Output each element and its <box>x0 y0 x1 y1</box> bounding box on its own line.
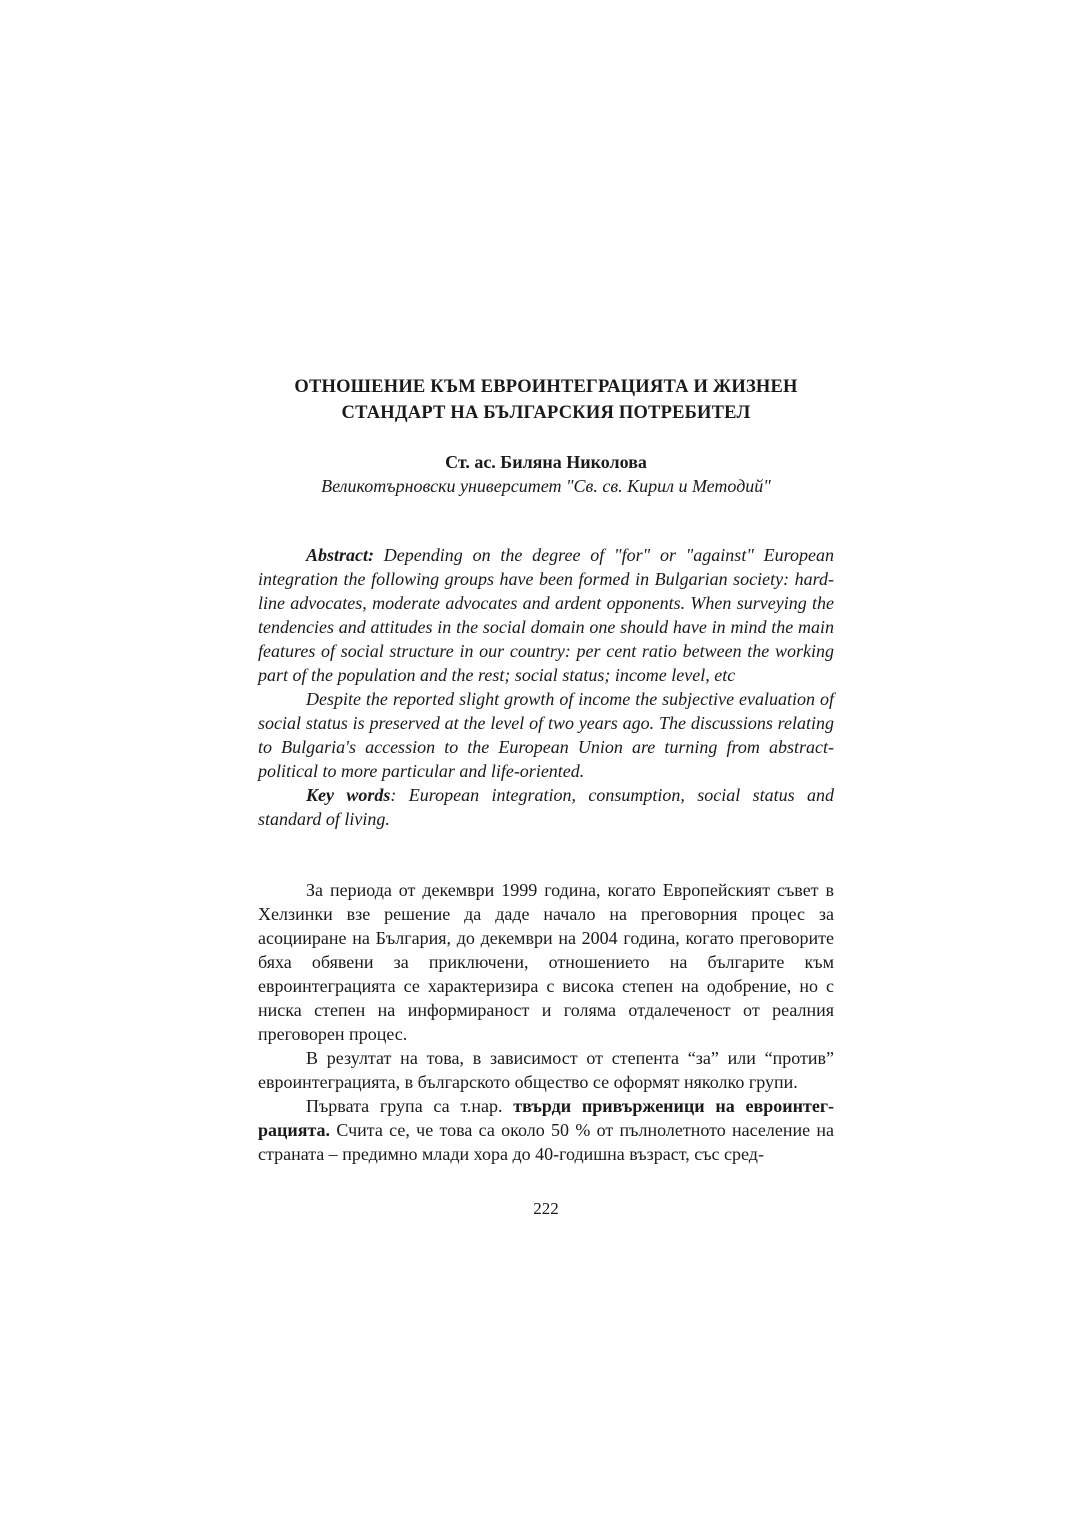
body-paragraph-3-end: Счита се, че това са около 50 % от пълнолетното население на страната – предимно млади хора до 40-годишна възраст, със сред- <box>258 1120 834 1164</box>
page-number: 222 <box>533 1199 559 1218</box>
author-block <box>258 450 834 498</box>
author-name: Ст. ас. Биляна Николова <box>445 452 647 472</box>
abstract-label: Abstract: <box>306 545 375 565</box>
abstract-paragraph-1 <box>258 543 834 687</box>
body-paragraph-2: В резултат на това, в зависимост от степента “за” или “против” евроинтеграцията, в българското общество се оформят няколко групи. <box>258 1048 834 1092</box>
title-line-2: СТАНДАРТ НА БЪЛГАРСКИЯ ПОТРЕБИТЕЛ <box>341 403 751 423</box>
body-paragraph-1: За периода от декември 1999 година, когато Европейският съвет в Хелзинки взе решение да даде начало на преговорния процес за асоцииране на България, до декември на 2004 година, когато преговорите бяха обявени за приключени, отношението на българите към евроинтеграцията се характеризира с висока степен на одобрение, но с ниска степен на информираност и голяма отдалеченост от реалния преговорен процес. <box>258 880 834 1044</box>
author-affiliation: Великотърновски университет "Св. св. Кирил и Методий" <box>321 476 771 496</box>
abstract-paragraph-2: Despite the reported slight growth of income the subjective evaluation of social status is preserved at the level of two years ago. The discussions relating to Bulgaria's accession to the European Union are turning from abstract-political to more particular and life-oriented. <box>258 689 834 781</box>
keywords-label: Key words <box>306 785 391 805</box>
keywords-text: : European integration, consumption, social status and standard of living. <box>258 785 834 829</box>
keywords-paragraph <box>258 783 834 831</box>
abstract-section <box>258 543 834 831</box>
body-text <box>258 878 834 1166</box>
abstract-text-1: Depending on the degree of "for" or "against" European integration the following groups have been formed in Bulgarian society: hard-line advocates, moderate advocates and ardent opponents. When surveying the tendencies and attitudes in the social domain one should have in mind the main features of social structure in our country: per cent ratio between the working part of the population and the rest; social status; income level, etc <box>258 545 834 685</box>
article-title <box>258 374 834 426</box>
body-paragraph-3-start: Първата група са т.нар. <box>306 1096 514 1116</box>
title-line-1: ОТНОШЕНИЕ КЪМ ЕВРОИНТЕГРАЦИЯТА И ЖИЗНЕН <box>294 377 798 397</box>
body-paragraph-3 <box>258 1094 834 1166</box>
body-paragraph-3-bold: твърди привърженици на евроинтеграцията. <box>258 1096 834 1140</box>
